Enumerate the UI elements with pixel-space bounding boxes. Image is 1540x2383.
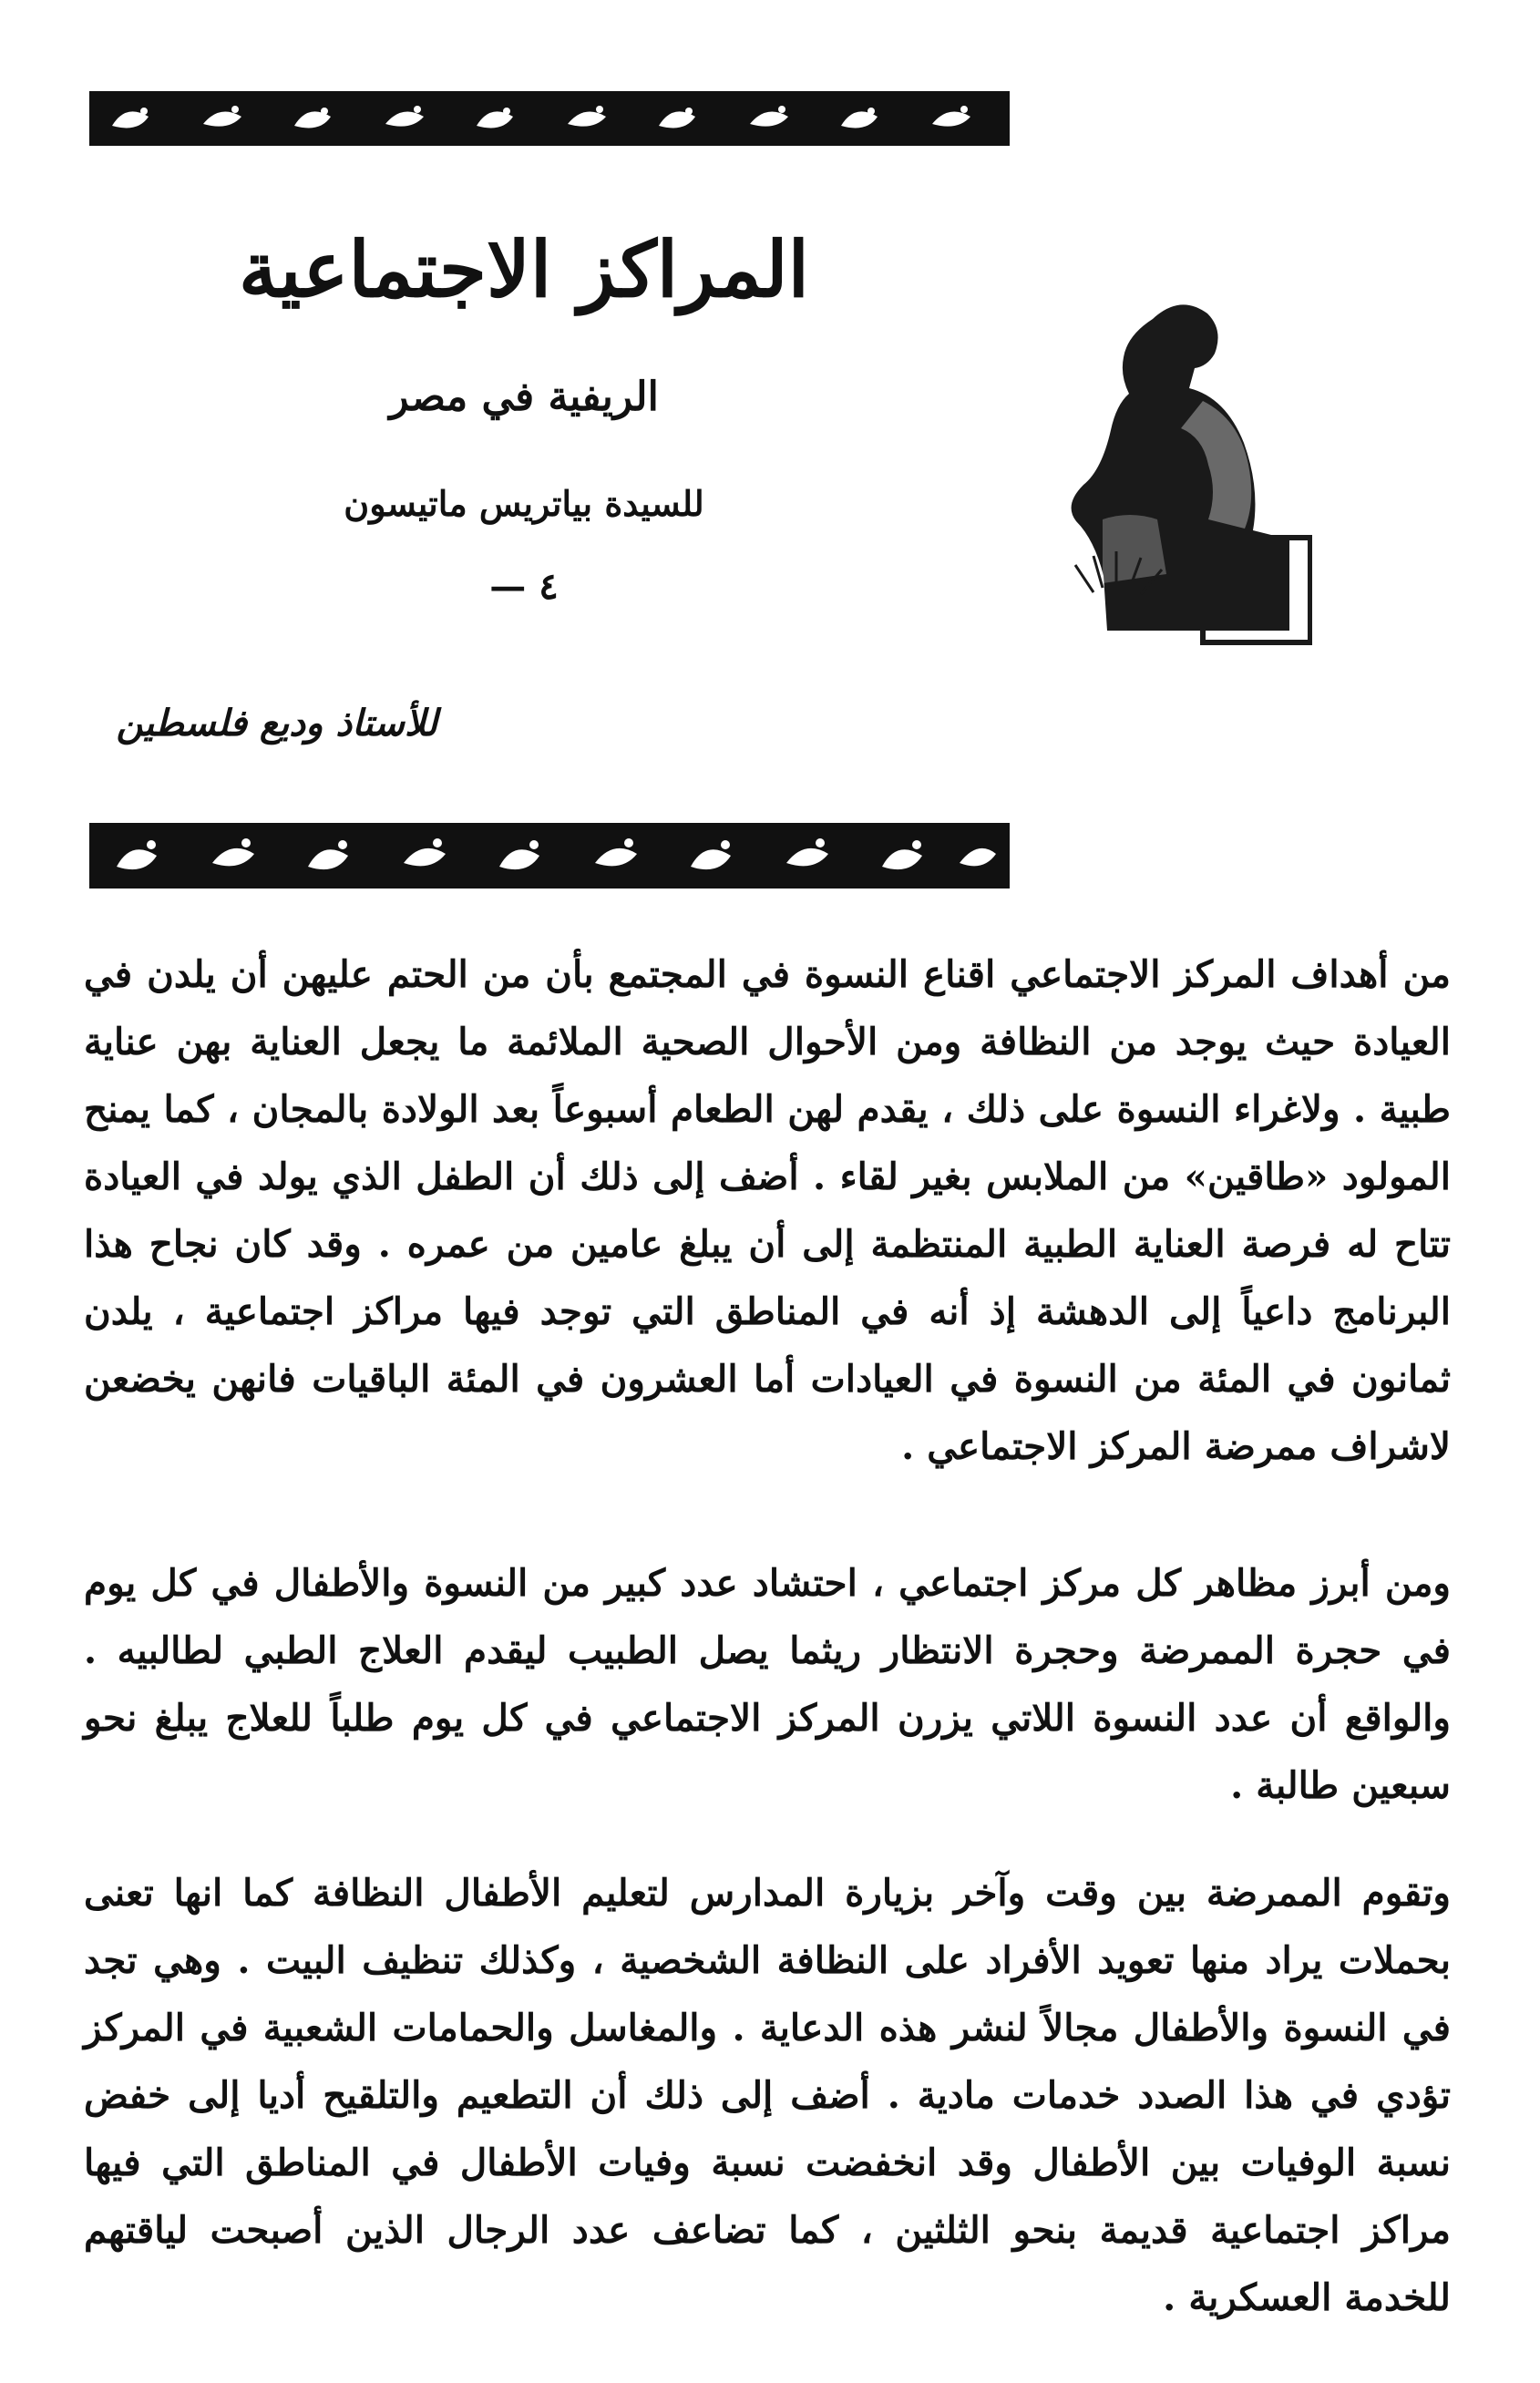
article-title: المراكز الاجتماعية [239, 224, 809, 314]
thinker-statue-icon [1066, 292, 1312, 656]
original-author: للسيدة بياتريس ماتيسون [344, 483, 704, 524]
paragraph-2 [84, 1549, 1451, 1819]
paragraph-1 [84, 940, 1451, 1480]
leaf-vine-ornament-icon [89, 91, 1010, 146]
ornament-band-top [89, 91, 1010, 146]
paragraph-text: من أهداف المركز الاجتماعي اقناع النسوة في المجتمع بأن من الحتم عليهن أن يلدن في العيادة حيث يوجد من النظافة ومن الأحوال الصحية الملائمة ما يجعل العناية بهن عناية طبية . ولاغراء النسوة على ذلك ، يقدم لهن الطعام أسبوعاً بعد الولادة بالمجان ، كما يمنح المولود «طاقين» من الملابس بغير لقاء . أضف إلى ذلك أن الطفل الذي يولد في العيادة تتاح له فرصة العناية الطبية المنتظمة إلى أن يبلغ عامين من عمره . وقد كان نجاح هذا البرنامج داعياً إلى الدهشة إذ أنه في المناطق التي توجد فيها مراكز اجتماعية ، يلدن ثمانون في المئة من النسوة في العيادات أما العشرون في المئة الباقيات فانهن يخضعن لاشراف ممرضة المركز الاجتماعي . [84, 952, 1451, 1468]
paragraph-3 [84, 1859, 1451, 2331]
paragraph-text: ومن أبرز مظاهر كل مركز اجتماعي ، احتشاد عدد كبير من النسوة والأطفال في كل يوم في حجرة الممرضة وحجرة الانتظار ريثما يصل الطبيب ليقدم العلاج الطبي لطالبيه . والواقع أن عدد النسوة اللاتي يزرن المركز الاجتماعي في كل يوم طلباً للعلاج يبلغ نحو سبعين طالبة . [84, 1561, 1451, 1807]
leaf-vine-ornament-icon [89, 823, 1010, 888]
byline: للأستاذ وديع فلسطين [116, 702, 437, 745]
part-number: ٤ — [489, 565, 559, 608]
ornament-band-bottom [89, 823, 1010, 888]
article-subtitle: الريفية في مصر [389, 374, 659, 420]
paragraph-text: وتقوم الممرضة بين وقت وآخر بزيارة المدارس لتعليم الأطفال النظافة كما انها تعنى بحملات يراد منها تعويد الأفراد على النظافة الشخصية ، وكذلك تنظيف البيت . وهي تجد في النسوة والأطفال مجالاً لنشر هذه الدعاية . والمغاسل والحمامات الشعبية في المركز تؤدي في هذا الصدد خدمات مادية . أضف إلى ذلك أن التطعيم والتلقيح أديا إلى خفض نسبة الوفيات بين الأطفال وقد انخفضت نسبة وفيات الأطفال في المناطق التي فيها مراكز اجتماعية قديمة بنحو الثلثين ، كما تضاعف عدد الرجال الذين أصبحت لياقتهم للخدمة العسكرية . [84, 1871, 1451, 2319]
